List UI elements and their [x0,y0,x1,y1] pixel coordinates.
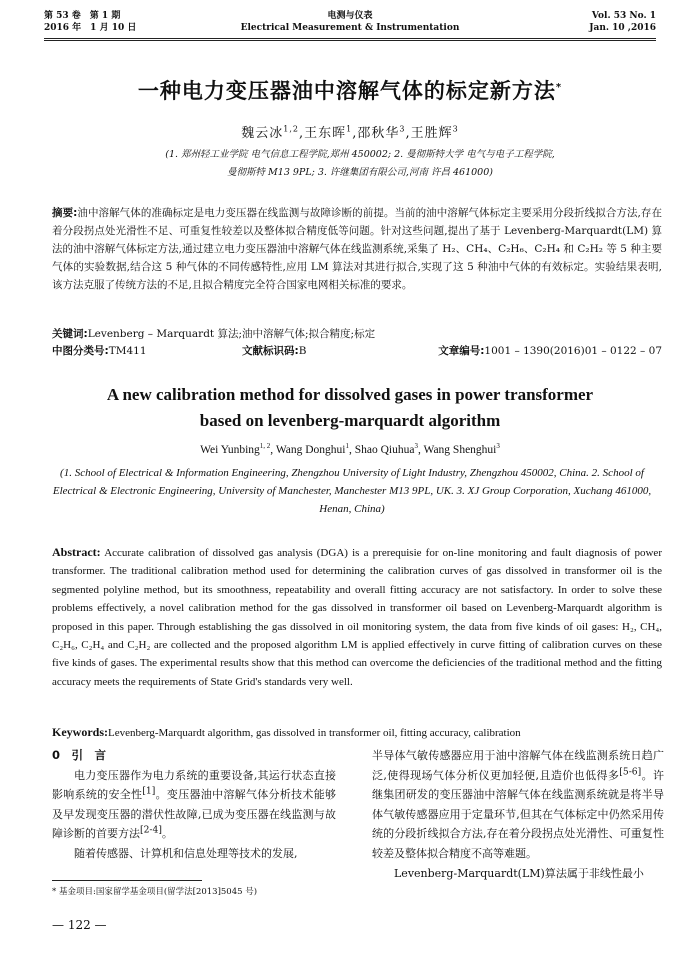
affiliation-line: 曼彻斯特 M13 9PL; 3. 许继集团有限公司,河南 许昌 461000) [227,167,493,178]
paragraph-text: 。变压器油中溶解气体分析技术能够及早发现变压器的潜伏性故障,已成为变压器在线监测与故障诊断的首要方法 [52,788,337,841]
keywords-label-cn: 关键词: [52,328,88,340]
journal-name-cn: 电测与仪表 [327,11,373,21]
article-number-label: 文章编号: [438,345,485,357]
keywords-cn [52,325,662,343]
author-name: 王东晖 [304,126,347,141]
journal-header [44,7,656,37]
paragraph-text: 电力变压器作为电力系统的重要设备,其运行状态直接影响系统的安全性 [52,768,336,802]
citation-ref: [2-4] [140,824,162,836]
volume-issue-en [589,10,656,34]
funding-mark: * [555,82,563,93]
clc-number [52,343,147,358]
body-paragraph: 随着传感器、计算机和信息处理等技术的发展, [74,846,298,860]
author-affil-mark: 1,2 [283,124,299,134]
classification-row [52,343,662,361]
article-number [438,343,662,358]
author-affil-mark: 1 [346,124,353,134]
paper-title-en [30,382,670,434]
author-name-en: Wang Shenghui [423,444,497,456]
section-heading: 0 引 言 [52,748,107,762]
doc-code-value: B [298,345,307,357]
author-affil-mark-en: 1 [345,442,349,451]
footnote-rule [52,880,202,881]
author-name-en: Wei Yunbing [200,444,260,456]
title-text-cn: 一种电力变压器油中溶解气体的标定新方法 [137,79,556,103]
abstract-en [52,543,662,691]
keywords-text-en: Levenberg-Marquardt algorithm, gas dissolved in transformer oil, fitting accuracy, calibration [108,727,521,739]
clc-label: 中图分类号: [52,345,109,357]
affiliations-en: (1. School of Electrical & Information Engineering, Zhengzhou University of Light Industry, Zhengzhou 450002, China. 2. School of Electrical & Electronic Engineering, University of Manchester, Manchester M13 9PL, UK. 3. XJ Group Corporation, Xuchang 461000, Henan, China) [52,467,652,515]
date-line-cn: 2016 年 1 月 10 日 [44,23,137,33]
author-affil-mark: 3 [399,124,406,134]
author-name: 王胜辉 [410,126,453,141]
volume-line: 第 53 卷 第 1 期 [44,11,121,21]
journal-name-en: Electrical Measurement & Instrumentation [240,23,460,33]
paragraph-text: 。 [161,827,173,841]
affiliations-cn [60,146,660,182]
keywords-text-cn: Levenberg – Marquardt 算法;油中溶解气体;拟合精度;标定 [87,328,376,340]
body-paragraph [52,766,336,844]
author-list-cn: 魏云冰$^{1,2}$,王东晖$^1$,邵秋华$^3$,王胜辉$^3$ [241,124,459,141]
body-paragraph: Levenberg-Marquardt(LM)算法属于非线性最小 [394,866,644,880]
author-affil-mark-en: 1, 2 [259,442,271,451]
citation-ref: [1] [142,785,156,797]
date-line-en: Jan. 10 ,2016 [589,23,656,33]
doc-code-label: 文献标识码: [242,345,299,357]
abstract-cn [52,204,662,294]
keywords-en [52,725,662,740]
doc-code [242,343,306,358]
paragraph-text: 半导体气敏传感器应用于油中溶解气体在线监测系统日趋广泛,使得现场气体分析仪更加轻便,且造价也低得多 [372,749,664,782]
author-name-en: Wang Donghui [275,444,346,456]
author-name: 邵秋华 [357,126,400,141]
body-column-left [52,746,336,864]
title-line-en: A new calibration method for dissolved gases in power transformer [106,385,594,404]
clc-value: TM411 [108,345,147,357]
header-rule [44,38,656,39]
page-number: — 122 — [52,918,107,932]
author-affil-mark-en: 3 [496,442,500,451]
citation-ref: [5-6] [619,765,642,777]
journal-name [44,10,656,34]
author-name: 魏云冰 [241,126,284,141]
abstract-label-en: Abstract: [52,545,101,559]
body-paragraph [372,746,664,864]
affiliation-line: (1. 郑州轻工业学院 电气信息工程学院,郑州 450002; 2. 曼彻斯特大学 电气与电子工程学院, [165,149,555,160]
paragraph-text: 。许继集团研发的变压器油中溶解气体在线监测系统就是将半导体气敏传感器应用于定量环节,但其在气体标定中仍然采用传统的分段折线拟合方法,存在着分段拐点处光滑性、可重复性较差及整体拟合精度不高等难题。 [372,768,664,860]
author-affil-mark: 3 [452,124,459,134]
abstract-text-en: Accurate calibration of dissolved gas analysis (DGA) is a prerequisie for on-line monitoring and fault diagnosis of power transformer. The traditional calibration method used for determining the calibration curves of gas dissolved in transformer oil is the segmented polyline method, but its smoothness, repeatability and overall fitting accuracy are not satisfactory. In order to solve these problems effectively, a novel calibration method for the gas dissolved in transformer oil based on Levenberg-Marquardt algorithm is proposed in this paper. Through establishing the gas dissolved in oil monitoring system, the data from five kinds of oil gases: H₂, CH₄, C₂H₆, C₂H₄ and C₂H₂ are collected and the proposed algorithm LM is applied effectively in curve fitting of calibration curves on these five kinds of gases. The experimental results show that this method can overcome the deficiencies of the traditional method and the fitting accuracy meets the requirements of State Grid's standards very well. [52,547,662,688]
header-rule-thin [44,40,656,41]
author-list-en: Wei Yunbing$^{1, 2}$, Wang Donghui$^1$, Shao Qiuhua$^3$, Wang Shenghui$^3$ [200,442,500,456]
author-affil-mark-en: 3 [414,442,418,451]
funding-footnote: * 基金项目:国家留学基金项目(留学法[2013]5045 号) [52,887,258,897]
volume-line-en: Vol. 53 No. 1 [591,11,656,21]
body-column-right [372,746,664,883]
abstract-label-cn: 摘要: [52,207,78,219]
paper-title-cn [30,75,670,105]
abstract-text-cn: 油中溶解气体的准确标定是电力变压器在线监测与故障诊断的前提。当前的油中溶解气体标定主要采用分段折线拟合方法,存在着分段拐点处光滑性不足、可重复性较差以及整体拟合精度低等问题。针对这些问题,提出了基于 Levenberg-Marquardt(LM) 算法的油中溶解气体标定方法,通过建立电力变压器油中溶解气体在线监测系统,采集了 H₂、CH₄、C₂H₆、C₂H₄ 和 C₂H₂ 等 5 种主要气体的实验数据,结合这 5 种气体的不同传感特性,应用 LM 算法对其进行拟合,实现了这 5 种油中气体的有效标定。实验结果表明,该方法克服了传统方法的不足,且拟合精度完全符合国家电网相关标准的要求。 [52,207,662,291]
title-line-en: based on levenberg-marquardt algorithm [199,411,501,430]
article-number-value: 1001 – 1390(2016)01 – 0122 – 07 [484,345,662,357]
author-name-en: Shao Qiuhua [354,444,415,456]
keywords-label-en: Keywords: [52,725,108,739]
